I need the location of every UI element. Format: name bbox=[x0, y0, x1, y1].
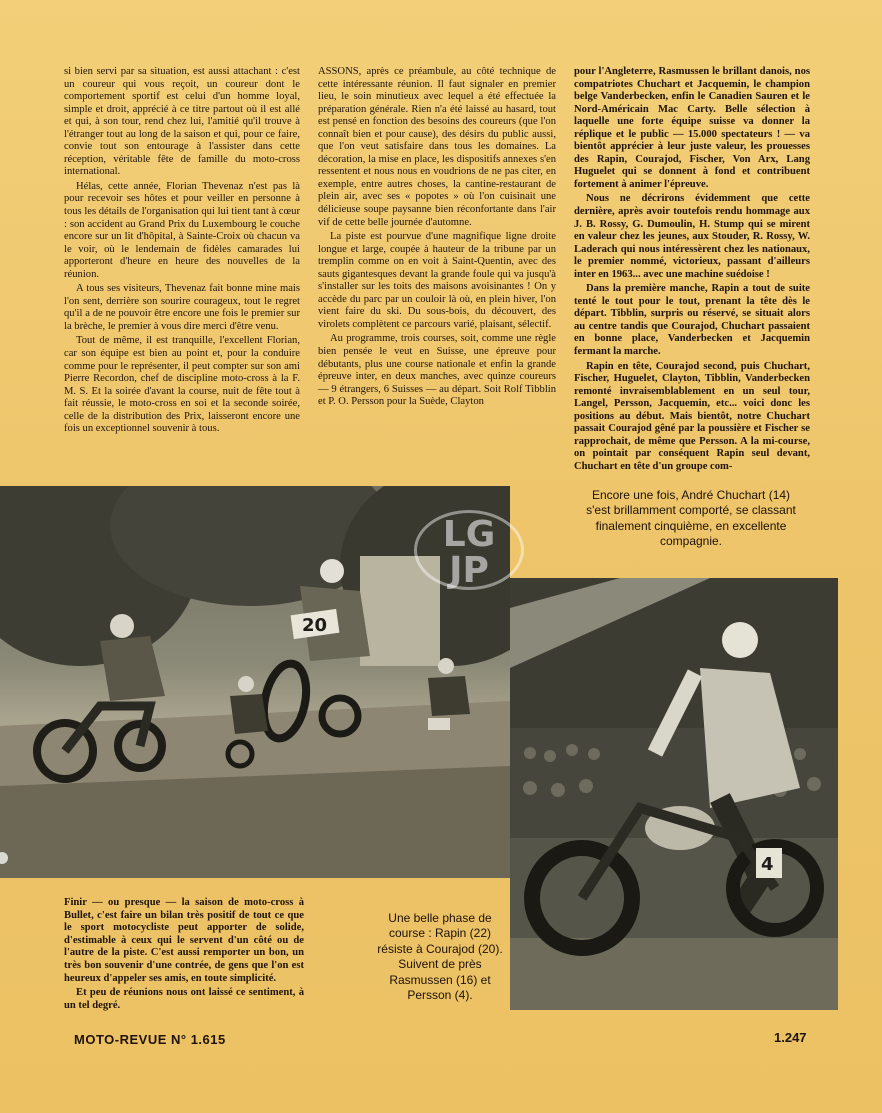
paragraph: Hélas, cette année, Florian Thevenaz n'est pas là pour recevoir ses hôtes et pour veiller en personne à tous les détails de l'organisation qui lui tient tant à cœur : son accident au Grand Prix du Luxembourg le couche encore sur un lit d'hôpital, à Sainte-Croix où chacun va le voir, où le lendemain de fidèles camarades lui apporteront d'heure en heure des nouvelles de la réunion. bbox=[64, 180, 300, 280]
magazine-issue: MOTO-REVUE N° 1.615 bbox=[74, 1032, 226, 1047]
article-column-1 bbox=[64, 66, 300, 438]
paragraph: Au programme, trois courses, soit, comme une règle bien pensée le veut en Suisse, une épreuve pour débutants, plus une course nationale et enfin la grande épreuve inter, en deux manches, avec quinze coureurs — 9 étrangers, 6 Suisses — au départ. Soit Rolf Tibblin et P. O. Persson pour la Suède, Clayton bbox=[318, 333, 556, 408]
photo-chuchart-illustration bbox=[510, 578, 838, 1010]
paragraph: Rapin en tête, Courajod second, puis Chuchart, Fischer, Huguelet, Clayton, Tibblin, Vanderbecken remonté invraisemblablement en un seul tour, Langel, Persson, Jacquemin, etc... voici donc les positions au début. Mais bientôt, notre Chuchart passait Courajod gêné par la poussière et Fischer se rapprochait, de même que Persson. A la mi-course, on pointait par conséquent Rapin seul devant, Chuchart en tête d'un groupe com- bbox=[574, 360, 810, 472]
watermark-logo: LG JP bbox=[414, 510, 524, 590]
page-number: 1.247 bbox=[774, 1030, 807, 1045]
paragraph: A tous ses visiteurs, Thevenaz fait bonne mine mais l'on sent, derrière son sourire courageux, tout le regret qu'il a de ne pouvoir être encore une fois le premier sur la brèche, le premier à vous dire merci d'être venu. bbox=[64, 283, 300, 332]
closing-paragraphs bbox=[64, 897, 304, 1014]
bike-number-20: 20 bbox=[302, 615, 328, 636]
paragraph: Nous ne décrirons évidemment que cette dernière, après avoir toutefois rendu hommage aux J. B. Rossy, G. Dumoulin, H. Stump qui se mirent en valeur chez les jeunes, aux Stouder, R. Rossy, W. Laderach qui nous intéressèrent chez les nationaux, le premier nommé, victorieux, passant d'ailleurs inter en 1963... avec une machine suédoise ! bbox=[574, 193, 810, 280]
paragraph: Tout de même, il est tranquille, l'excellent Florian, car son équipe est bien au point et, pour la conduire comme pour le représenter, il peut compter sur son ami Pierre Recordon, chef de discipline moto-cross à la F. M. S. Et la soirée d'avant la course, nuit de fête tout à fait réussie, le moto-cross en soi et la seconde soirée, celle de la distribution des Prix, laisseront encore une fois un exceptionnel souvenir à tous. bbox=[64, 335, 300, 435]
paragraph: ASSONS, après ce préambule, au côté technique de cette intéressante réunion. Il faut signaler en premier lieu, le soin minutieux avec lequel a été effectuée la préparation générale. Rien n'a été laissé au hasard, tout est pensé en fonction des besoins des coureurs (que l'on connaît bien et pour cause), des désirs du public aussi, que l'on veut satisfaire dans tous les domaines. La décoration, la mise en place, les dispositifs annexes s'en ressentent et nous nous en voudrions de ne pas citer, en exemple, entre autres choses, la cantine-restaurant de plein air, avec ses « popotes » où l'on cuisinait une délicieuse soupe paysanne bien réconfortante dans l'air vif de cette belle journée d'automne. bbox=[318, 66, 556, 228]
bike-number-4: 4 bbox=[761, 854, 774, 875]
paragraph: Finir — ou presque — la saison de moto-cross à Bullet, c'est faire un bilan très positif de tout ce que le sport motocycliste peut apporter de solide, d'estimable à ceux qui le servent d'un côté ou de l'autre de la piste. C'est aussi remporter un bon, un très bon souvenir d'une contrée, de gens que l'on est heureux d'appeler ses amis, en toute simplicité. bbox=[64, 897, 304, 984]
paragraph: Et peu de réunions nous ont laissé ce sentiment, à un tel degré. bbox=[64, 987, 304, 1011]
caption-race-phase: Une belle phase de course : Rapin (22) résiste à Courajod (20). Suivent de près Rasmussen (16) et Persson (4). bbox=[377, 911, 503, 1003]
article-column-3 bbox=[574, 66, 810, 476]
paragraph: si bien servi par sa situation, est aussi attachant : c'est un coureur qui vous reçoit, un coureur dont le comportement sportif est celui d'un homme loyal, simple et droit, apprécié à ce titre partout où il est allé et qui, à son tour, rend chez lui, l'amitié qu'il trouve à l'étranger tout au long de la saison et qui, pour ce faire, convie tout son entourage à l'assister dans cette réception, véritable fête de famille du moto-cross international. bbox=[64, 66, 300, 178]
caption-chuchart: Encore une fois, André Chuchart (14) s'est brillamment comporté, se classant finalement cinquième, en excellente compagnie. bbox=[586, 488, 796, 549]
paragraph: pour l'Angleterre, Rasmussen le brillant danois, nos compatriotes Chuchart et Jacquemin, le champion belge Vanderbecken, enfin le Canadien Sauren et le Nord-Américain Mac Carty. Belle sélection à laquelle une forte équipe suisse va donner la réplique et le public — 15.000 spectateurs ! — va bientôt apprécier à leur juste valeur, les prouesses des Rapin, Courajod, Fischer, Von Arx, Lang Huguelet qui se donnent à fond et contribuent fortement à animer l'épreuve. bbox=[574, 66, 810, 190]
paragraph: La piste est pourvue d'une magnifique ligne droite longue et large, coupée à hauteur de la tribune par un tremplin comme on en voit à Saint-Quentin, avec des sauts gigantesques devant la grande foule qui va jusqu'à s'installer sur les toits des maisons avoisinantes ! On y accède du parc par un couloir là où, en plein hiver, l'on vient faire du ski. Du sous-bois, du découvert, des virolets complètent ce parcours varié, plaisant, sélectif. bbox=[318, 231, 556, 330]
paragraph: Dans la première manche, Rapin a tout de suite tenté le tout pour le tout, prenant la tête dès le départ. Tibblin, surpris ou réservé, se situait alors au centre tandis que Courajod, Chuchart passaient en bonne place, Vanderbecken et Jacquemin fermant la marche. bbox=[574, 283, 810, 358]
article-column-2 bbox=[318, 66, 556, 411]
photo-chuchart bbox=[510, 578, 838, 1010]
